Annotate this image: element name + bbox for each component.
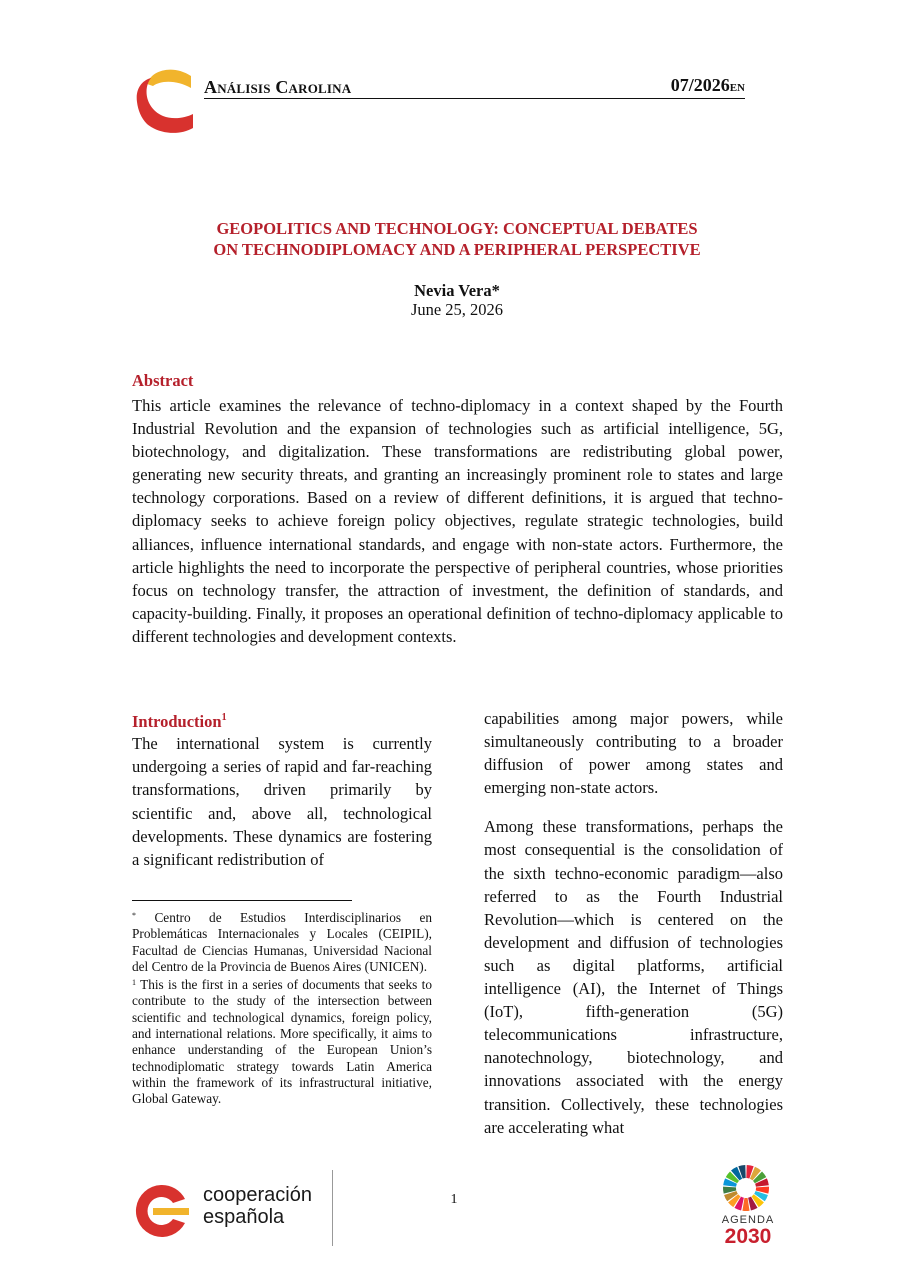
sdg-wheel-icon: [722, 1164, 770, 1212]
document-number: [671, 74, 745, 98]
introduction-footnote-ref: 1: [221, 712, 227, 723]
paper-title-line-2: ON TECHNODIPLOMACY AND A PERIPHERAL PERSPECTIVE: [213, 240, 701, 259]
footnote-text: Centro de Estudios Interdisciplinarios en Problemáticas Internacionales y Locales (CEIPIL), Facultad de Ciencias Humanas, Universidad Nacional del Centro de la Provincia de Buenos Aires (UNICEN).: [132, 910, 433, 974]
introduction-right-paragraph-2: Among these transformations, perhaps the most consequential is the consolidation of the sixth techno-economic paradigm—also referred to as the Fourth Industrial Revolution—which is centered on the development and diffusion of technologies such as digital platforms, artificial intelligence (AI), the Internet of Things (IoT), fifth-generation (5G) telecommunications infrastructure, nanotechnology, biotechnology, and innovations associated with the energy transition. Collectively, these technologies are accelerating what: [484, 817, 783, 1137]
introduction-heading: [132, 707, 227, 733]
carolina-c-logo-icon: [133, 62, 195, 134]
publication-date: June 25, 2026: [410, 300, 504, 319]
abstract-text: This article examines the relevance of techno-diplomacy in a context shaped by the Fourth Industrial Revolution and the expansion of technologies such as artificial intelligence, 5G, biotechnology, and digitalization. These transformations are redistributing global power, generating new security threats, and granting an increasingly prominent role to states and large technology corporations. Based on a review of different definitions, it is argued that techno-diplomacy seeks to achieve foreign policy objectives, regulate strategic technologies, build alliances, influence international standards, and engage with non-state actors. Furthermore, the article highlights the need to incorporate the perspective of peripheral countries, whose priorities focus on technology transfer, the attraction of investment, the definition of standards, and capacity-building. Finally, it proposes an operational definition of techno-diplomacy applicable to different technologies and development contexts.: [132, 396, 783, 646]
paper-title-line-1: GEOPOLITICS AND TECHNOLOGY: CONCEPTUAL DEBATES: [216, 219, 698, 238]
document-language-suffix: en: [729, 79, 745, 95]
page-number: 1: [450, 1192, 458, 1207]
agenda-2030-label: [708, 1214, 788, 1248]
paper-title: [130, 218, 784, 260]
cooperacion-espanola-e-logo-icon: [131, 1181, 191, 1241]
introduction-heading-text: Introduction: [132, 712, 222, 731]
footnote-mark: *: [132, 911, 136, 920]
series-name: Análisis Carolina: [204, 77, 352, 97]
sdg-wheel-segment: [742, 1198, 749, 1211]
footer-brand-line-2: española: [203, 1206, 285, 1228]
footnote-mark: 1: [132, 978, 136, 988]
introduction-right-column: [484, 707, 783, 1139]
footnote-text: This is the first in a series of documents that seeks to contribute to the study of the intersection between scientific and technological dynamics, foreign policy, and international relations. More specifically, it aims to enhance understanding of the European Union’s technodiplomatic strategy towards Latin America within the framework of its infrastructural initiative, Global Gateway.: [132, 977, 432, 1107]
footnote-separator: [132, 900, 352, 901]
footer-brand: [203, 1184, 312, 1228]
footer-brand-line-1: cooperación: [203, 1184, 312, 1206]
series-header: [204, 74, 745, 99]
document-number-value: 07/2026: [670, 75, 730, 95]
footer-divider: [332, 1170, 333, 1246]
footnote-affiliation: [132, 908, 432, 975]
agenda-label-text: AGENDA: [721, 1214, 775, 1226]
footnote-1: [132, 975, 432, 1107]
author-name: Nevia Vera*: [414, 281, 500, 300]
introduction-left-paragraph: The international system is currently undergoing a series of rapid and far-reaching transformations, driven primarily by scientific and, above all, technological developments. These dynamics are fostering a significant redistribution of: [132, 734, 432, 870]
footnotes: [132, 908, 432, 1108]
agenda-year: 2030: [724, 1225, 772, 1248]
abstract-heading: Abstract: [132, 371, 194, 390]
introduction-right-paragraph-1: capabilities among major powers, while simultaneously contributing to a broader diffusion of power among states and emerging non-state actors.: [484, 709, 783, 798]
